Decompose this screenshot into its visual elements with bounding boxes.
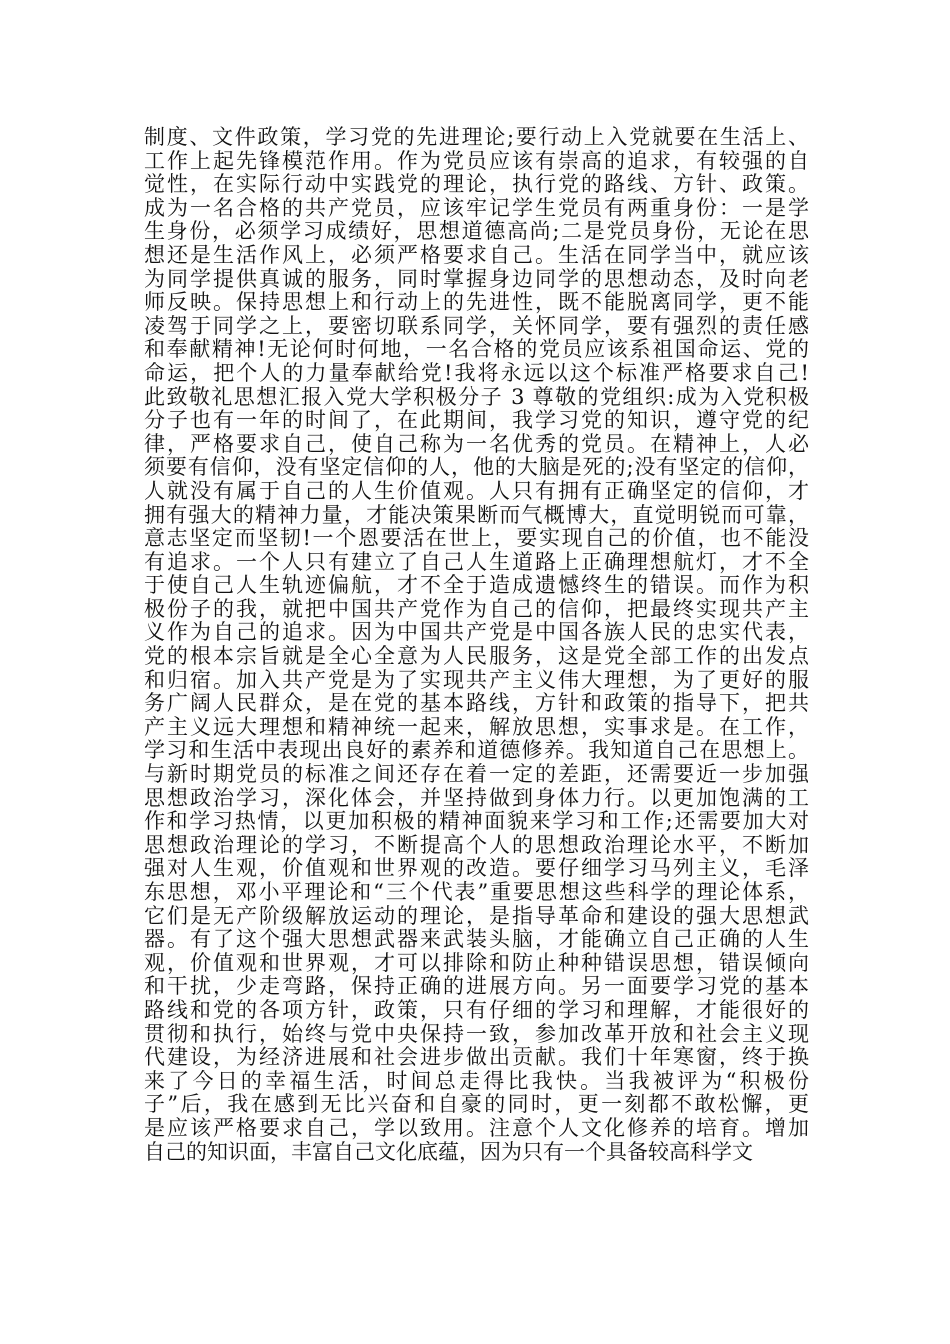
text-line: 学习和生活中表现出良好的素养和道德修养。我知道自己在思想上。 (144, 738, 809, 763)
text-line: 观，价值观和世界观，才可以排除和防止种种错误思想，错误倾向 (144, 950, 809, 975)
text-line: 和奉献精神!无论何时何地，一名合格的党员应该系祖国命运、党的 (144, 337, 809, 362)
text-line: 义作为自己的追求。因为中国共产党是中国各族人民的忠实代表， (144, 620, 809, 645)
text-line: 贯彻和执行，始终与党中央保持一致，参加改革开放和社会主义现 (144, 1021, 809, 1046)
text-line: 须要有信仰，没有坚定信仰的人，他的大脑是死的;没有坚定的信仰， (144, 455, 809, 480)
text-line: 器。有了这个强大思想武器来武装头脑，才能确立自己正确的人生 (144, 927, 809, 952)
text-line: 产主义远大理想和精神统一起来，解放思想，实事求是。在工作， (144, 714, 809, 739)
text-line: 分子也有一年的时间了，在此期间，我学习党的知识，遵守党的纪 (144, 408, 809, 433)
text-line: 代建设，为经济进展和社会进步做出贡献。我们十年寒窗，终于换 (144, 1045, 809, 1070)
text-line: 于使自己人生轨迹偏航，才不全于造成遗憾终生的错误。而作为积 (144, 573, 809, 598)
text-line: 意志坚定而坚韧!一个恩要活在世上，要实现自己的价值，也不能没 (144, 526, 809, 551)
text-line: 和归宿。加入共产党是为了实现共产主义伟大理想，为了更好的服 (144, 667, 809, 692)
text-line: 极份子的我，就把中国共产党作为自己的信仰，把最终实现共产主 (144, 596, 809, 621)
text-line: 思想政治理论的学习，不断提高个人的思想政治理论水平，不断加 (144, 832, 809, 857)
text-line: 凌驾于同学之上，要密切联系同学，关怀同学，要有强烈的责任感 (144, 313, 809, 338)
text-line: 工作上起先锋模范作用。作为党员应该有崇高的追求，有较强的自 (144, 148, 809, 173)
text-line: 律，严格要求自己，使自己称为一名优秀的党员。在精神上，人必 (144, 431, 809, 456)
text-line: 来了今日的幸福生活，时间总走得比我快。当我被评为“积极份 (144, 1068, 809, 1093)
text-line: 作和学习热情，以更加积极的精神面貌来学习和工作;还需要加大对 (144, 809, 809, 834)
body-text (144, 126, 824, 1164)
text-line: 思想政治学习，深化体会，并坚持做到身体力行。以更加饱满的工 (144, 785, 809, 810)
text-line: 自己的知识面，丰富自己文化底蕴，因为只有一个具备较高科学文 (144, 1139, 753, 1164)
text-line: 和干扰，少走弯路，保持正确的进展方向。另一面要学习党的基本 (144, 974, 809, 999)
text-line: 生身份，必须学习成绩好，思想道德高尚;二是党员身份，无论在思 (144, 219, 809, 244)
text-line: 为同学提供真诚的服务，同时掌握身边同学的思想动态，及时向老 (144, 266, 809, 291)
text-line: 制度、文件政策，学习党的先进理论;要行动上入党就要在生活上、 (144, 125, 809, 149)
text-line: 命运，把个人的力量奉献给党!我将永远以这个标准严格要求自己! (144, 360, 809, 385)
text-line: 师反映。保持思想上和行动上的先进性，既不能脱离同学，更不能 (144, 290, 809, 315)
text-line: 与新时期党员的标准之间还存在着一定的差距，还需要近一步加强 (144, 762, 809, 787)
text-line: 人就没有属于自己的人生价值观。人只有拥有正确坚定的信仰，才 (144, 478, 809, 503)
text-line: 觉性，在实际行动中实践党的理论，执行党的路线、方针、政策。 (144, 172, 809, 197)
text-line: 子”后，我在感到无比兴奋和自豪的同时，更一刻都不敢松懈，更 (144, 1092, 809, 1117)
text-line: 它们是无产阶级解放运动的理论，是指导革命和建设的强大思想武 (144, 903, 809, 928)
text-line: 拥有强大的精神力量，才能决策果断而气概博大，直觉明锐而可靠， (144, 502, 809, 527)
text-line: 有追求。一个人只有建立了自己人生道路上正确理想航灯，才不全 (144, 549, 809, 574)
text-line: 路线和党的各项方针，政策，只有仔细的学习和理解，才能很好的 (144, 997, 809, 1022)
text-line: 是应该严格要求自己，学以致用。注意个人文化修养的培育。增加 (144, 1115, 809, 1140)
text-line: 成为一名合格的共产党员，应该牢记学生党员有两重身份：一是学 (144, 195, 809, 220)
text-line: 强对人生观，价值观和世界观的改造。要仔细学习马列主义，毛泽 (144, 856, 809, 881)
text-line: 此致敬礼思想汇报入党大学积极分子 3 尊敬的党组织:成为入党积极 (144, 384, 809, 409)
text-line: 党的根本宗旨就是全心全意为人民服务，这是党全部工作的出发点 (144, 644, 809, 669)
text-line: 务广阔人民群众，是在党的基本路线，方针和政策的指导下，把共 (144, 691, 809, 716)
text-line: 东思想，邓小平理论和“三个代表”重要思想这些科学的理论体系， (144, 880, 809, 904)
text-line: 想还是生活作风上，必须严格要求自己。生活在同学当中，就应该 (144, 242, 809, 267)
